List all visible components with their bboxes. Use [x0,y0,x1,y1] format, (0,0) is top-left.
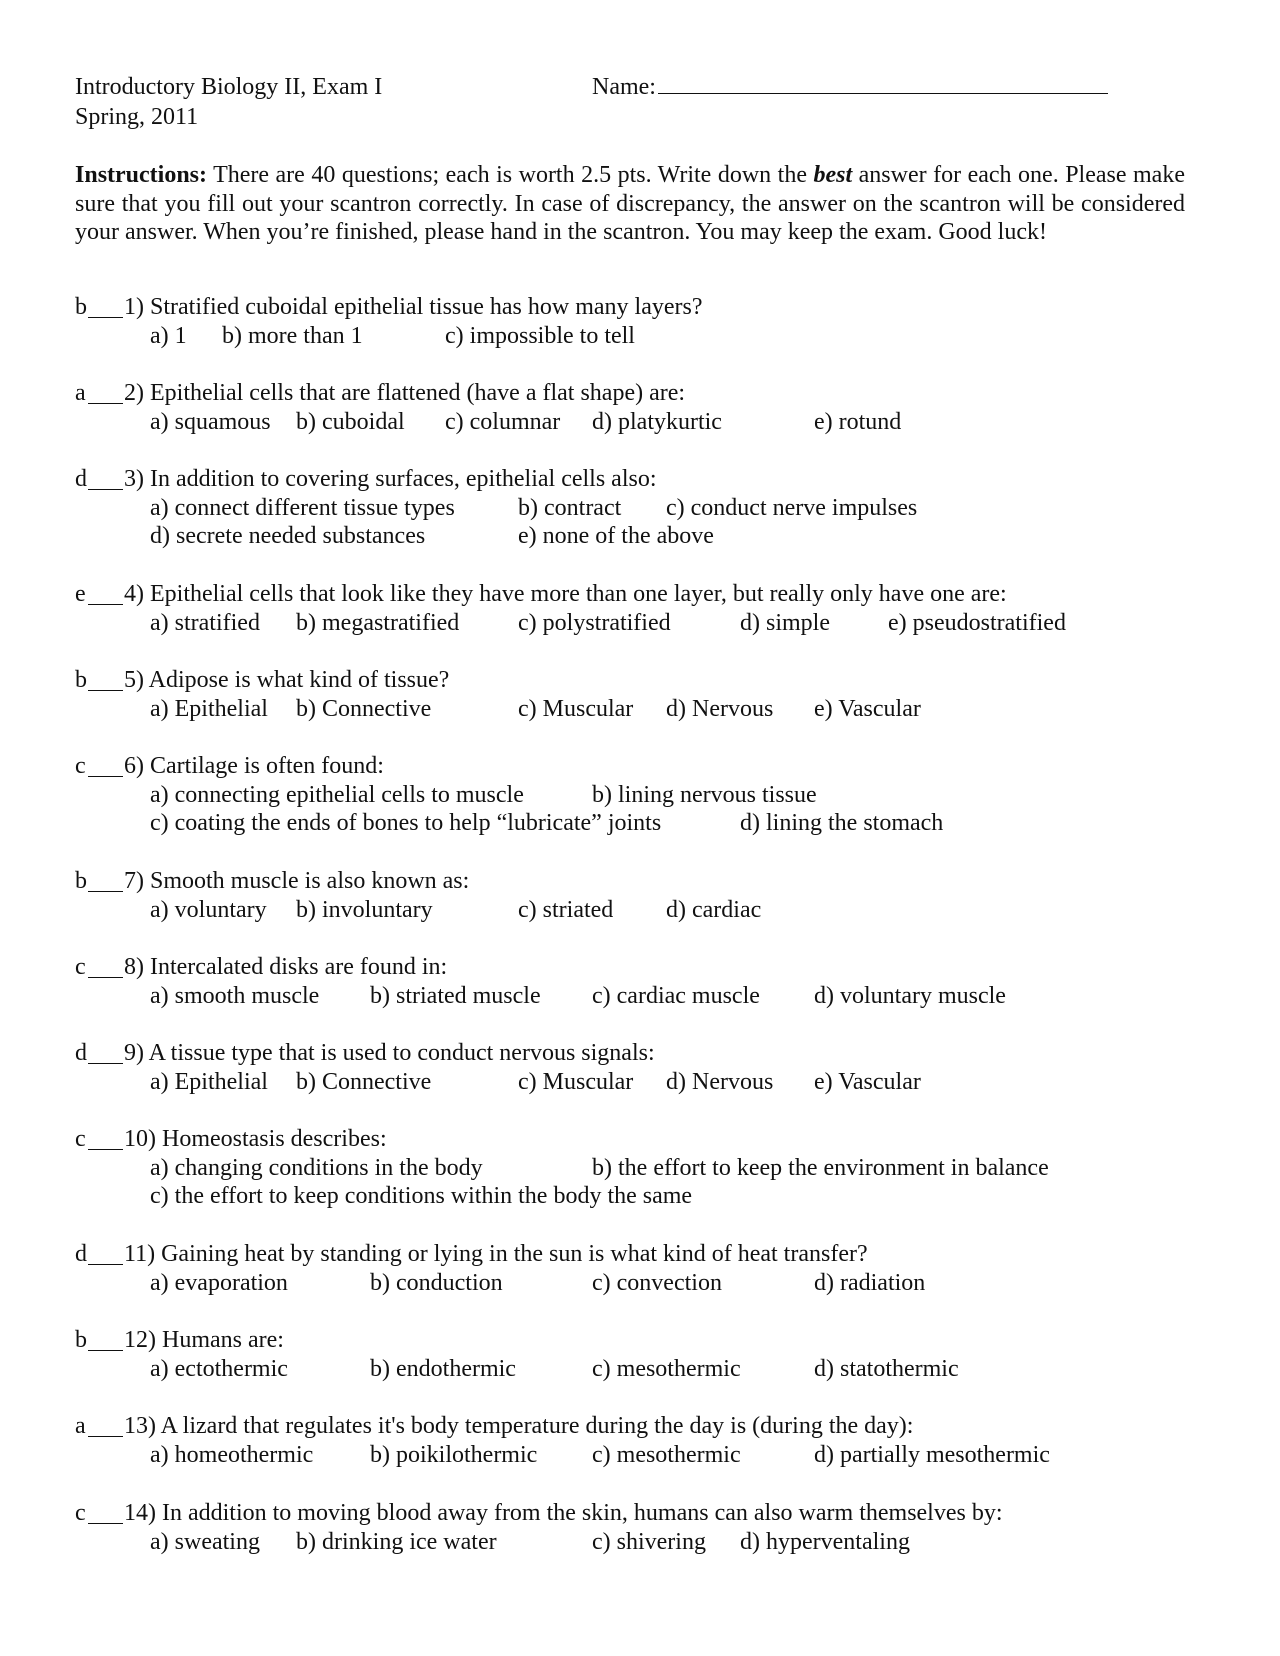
question-option: d) voluntary muscle [814,983,1006,1009]
question-answer: d [75,1241,87,1267]
question-stem: 9) A tissue type that is used to conduct nervous signals: [124,1040,655,1066]
question-answer: e [75,581,86,607]
question-option: b) poikilothermic [370,1442,538,1468]
question-option: a) voluntary [150,897,267,923]
question-option: c) coating the ends of bones to help “lubricate” joints [150,810,662,836]
question-option: c) mesothermic [592,1442,741,1468]
question-option: c) the effort to keep conditions within the body the same [150,1183,693,1209]
name-blank-line [658,73,1108,94]
question-stem: 7) Smooth muscle is also known as: [124,868,470,894]
question-stem: 4) Epithelial cells that look like they have more than one layer, but really only have one are: [124,581,1007,607]
instructions-text-1: There are 40 questions; each is worth 2.5 pts. Write down the [213,162,807,188]
question-answer: c [75,1500,86,1526]
question-option: a) connecting epithelial cells to muscle [150,782,524,808]
answer-blank-line [88,868,123,892]
answer-blank-line [88,1040,123,1064]
question-stem: 10) Homeostasis describes: [124,1126,387,1152]
answer-blank-line [88,753,123,777]
question-option: a) Epithelial [150,1069,268,1095]
question-option: e) pseudostratified [888,610,1066,636]
question-option: d) platykurtic [592,409,722,435]
question-option: d) statothermic [814,1356,959,1382]
question-option: a) Epithelial [150,696,268,722]
question-answer: d [75,466,87,492]
question-option: a) connect different tissue types [150,495,455,521]
question-answer: c [75,753,86,779]
question-option: c) shivering [592,1529,706,1555]
question-answer: a [75,1413,86,1439]
question-answer: b [75,1327,87,1353]
question-option: c) columnar [445,409,561,435]
question-option: d) Nervous [666,696,774,722]
question-option: d) secrete needed substances [150,523,426,549]
question-option: b) Connective [296,696,432,722]
question-option: b) striated muscle [370,983,541,1009]
question-option: b) contract [518,495,622,521]
question-option: b) the effort to keep the environment in balance [592,1155,1049,1181]
question-option: e) Vascular [814,1069,921,1095]
question-stem: 11) Gaining heat by standing or lying in the sun is what kind of heat transfer? [124,1241,868,1267]
question-answer: c [75,1126,86,1152]
question-option: a) ectothermic [150,1356,288,1382]
question-option: b) conduction [370,1270,503,1296]
question-option: d) partially mesothermic [814,1442,1050,1468]
question-stem: 12) Humans are: [124,1327,284,1353]
question-option: d) lining the stomach [740,810,944,836]
question-option: c) striated [518,897,614,923]
question-answer: b [75,294,87,320]
question-option: b) megastratified [296,610,460,636]
question-stem: 13) A lizard that regulates it's body temperature during the day is (during the day): [124,1413,914,1439]
question-option: b) lining nervous tissue [592,782,817,808]
question-option: e) rotund [814,409,902,435]
answer-blank-line [88,1327,123,1351]
exam-term: Spring, 2011 [75,104,199,130]
question-answer: a [75,380,86,406]
instructions-best-emphasis: best [813,162,853,188]
question-option: b) drinking ice water [296,1529,497,1555]
question-option: c) conduct nerve impulses [666,495,918,521]
question-option: a) sweating [150,1529,260,1555]
question-option: a) smooth muscle [150,983,320,1009]
answer-blank-line [88,294,123,318]
question-option: e) Vascular [814,696,921,722]
question-option: a) homeothermic [150,1442,314,1468]
instructions-paragraph [75,161,1185,247]
question-option: c) Muscular [518,1069,634,1095]
question-option: b) cuboidal [296,409,405,435]
question-option: e) none of the above [518,523,714,549]
answer-blank-line [88,667,123,691]
question-answer: d [75,1040,87,1066]
question-option: c) convection [592,1270,722,1296]
question-stem: 5) Adipose is what kind of tissue? [124,667,450,693]
question-answer: b [75,868,87,894]
question-option: a) squamous [150,409,271,435]
question-stem: 2) Epithelial cells that are flattened (have a flat shape) are: [124,380,686,406]
question-option: d) simple [740,610,830,636]
answer-blank-line [88,1413,123,1437]
question-option: a) 1 [150,323,187,349]
question-answer: c [75,954,86,980]
question-option: d) radiation [814,1270,926,1296]
answer-blank-line [88,1241,123,1265]
question-answer: b [75,667,87,693]
name-label: Name: [592,74,656,100]
question-option: c) polystratified [518,610,671,636]
question-option: d) cardiac [666,897,762,923]
question-stem: 6) Cartilage is often found: [124,753,384,779]
question-option: c) mesothermic [592,1356,741,1382]
question-option: d) hyperventaling [740,1529,910,1555]
answer-blank-line [88,581,123,605]
instructions-label: Instructions: [75,162,208,188]
question-option: b) more than 1 [222,323,363,349]
question-option: d) Nervous [666,1069,774,1095]
question-option: a) evaporation [150,1270,288,1296]
answer-blank-line [88,954,123,978]
question-stem: 1) Stratified cuboidal epithelial tissue has how many layers? [124,294,703,320]
answer-blank-line [88,466,123,490]
question-option: b) Connective [296,1069,432,1095]
name-field [592,73,1108,101]
question-stem: 14) In addition to moving blood away from the skin, humans can also warm themselves by: [124,1500,1003,1526]
question-option: c) impossible to tell [445,323,635,349]
instructions-text-2: answer for each one. Please make sure that you fill out your scantron correctly. In case of discrepancy, the answer on the scantron will be considered your answer. When you’re finished, please hand in the scantron. You may keep the exam. Good luck! [75,162,1185,245]
answer-blank-line [88,1500,123,1524]
answer-blank-line [88,1126,123,1150]
question-option: b) endothermic [370,1356,516,1382]
question-stem: 8) Intercalated disks are found in: [124,954,448,980]
course-title: Introductory Biology II, Exam I [75,74,383,100]
question-option: a) changing conditions in the body [150,1155,483,1181]
answer-blank-line [88,380,123,404]
question-option: a) stratified [150,610,260,636]
question-option: b) involuntary [296,897,433,923]
question-option: c) Muscular [518,696,634,722]
question-stem: 3) In addition to covering surfaces, epithelial cells also: [124,466,657,492]
question-option: c) cardiac muscle [592,983,760,1009]
